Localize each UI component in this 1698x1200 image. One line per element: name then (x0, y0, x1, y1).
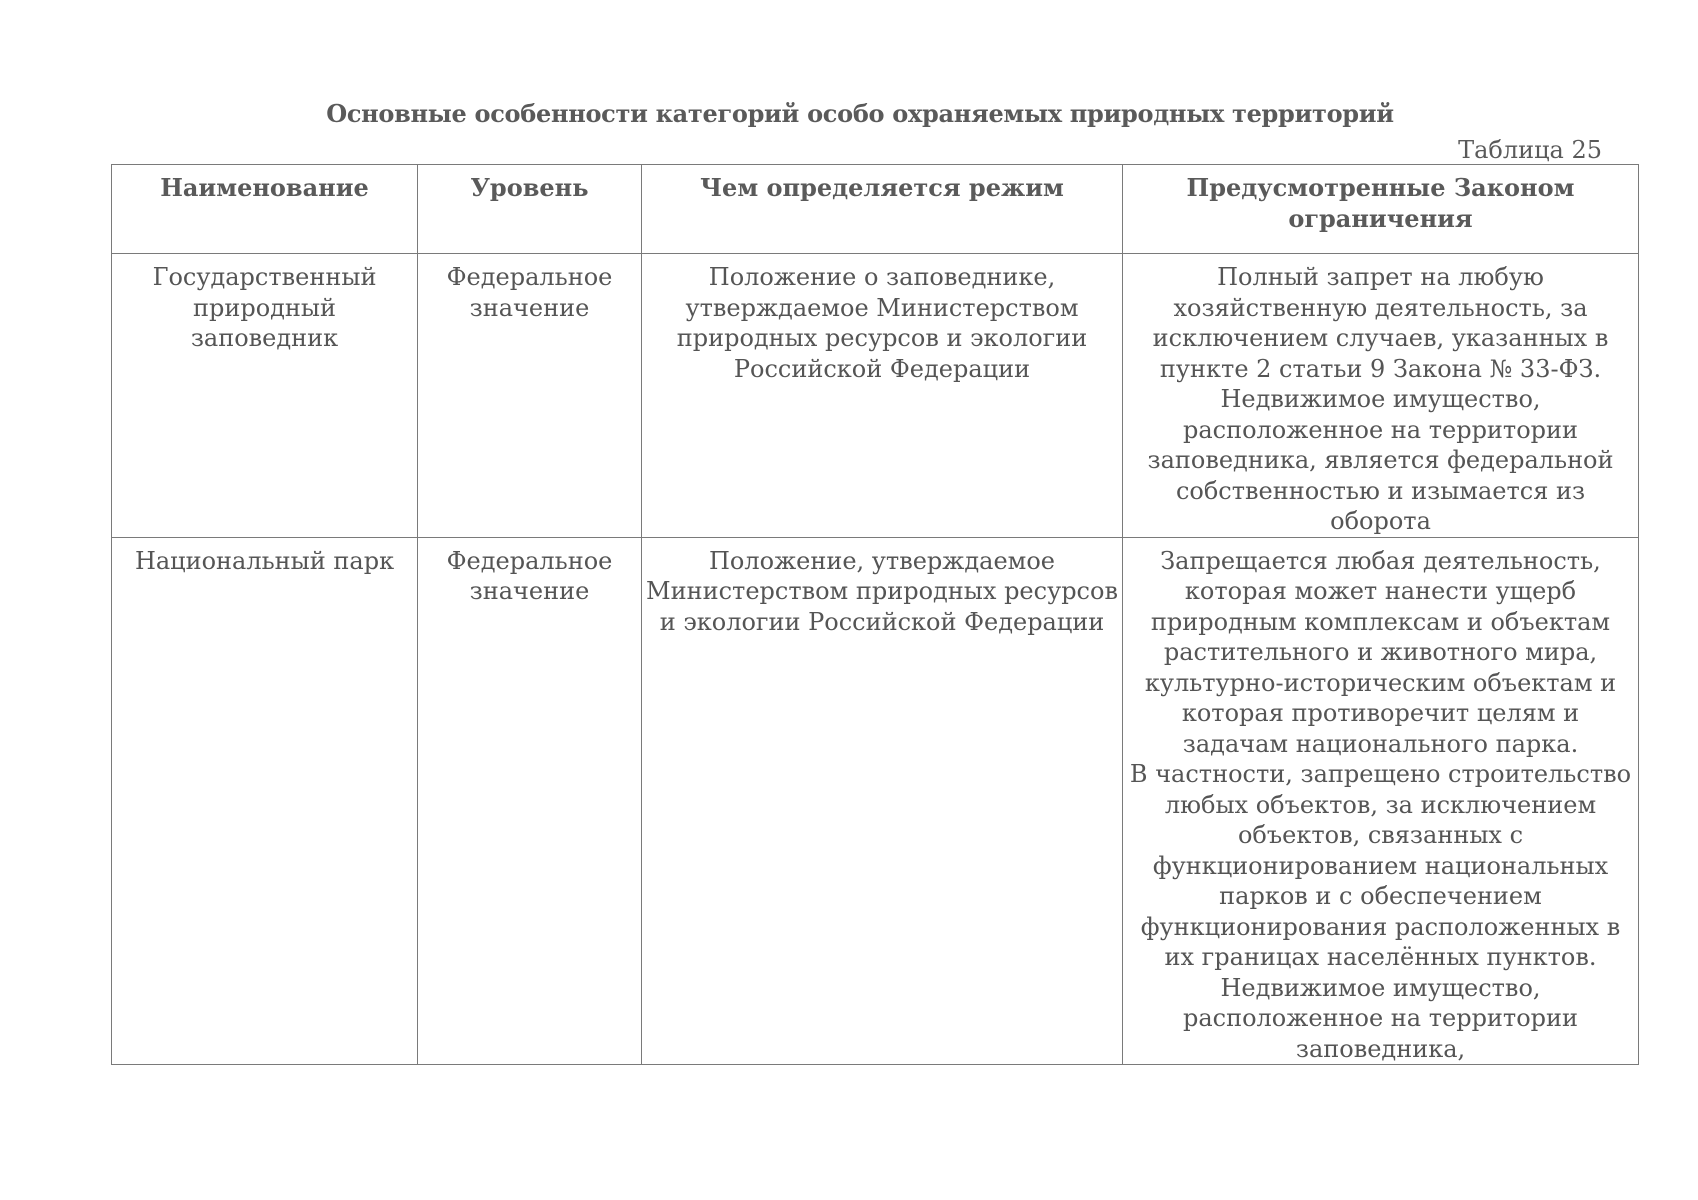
restriction-paragraph: Недвижимое имущество, расположенное на территории заповедника, является федеральной собственностью и изымается из оборота (1147, 385, 1614, 535)
cell-regime: Положение о заповеднике, утверждаемое Министерством природных ресурсов и экологии Российской Федерации (642, 254, 1123, 538)
table-row (112, 254, 1639, 538)
restriction-paragraph: В частности, запрещено строительство любых объектов, за исключением объектов, связанных с функционированием национальных парков и с обеспечением функционирования расположенных в их границах населённых пунктов. (1129, 760, 1632, 971)
restriction-paragraph: Недвижимое имущество, расположенное на территории заповедника, (1182, 973, 1579, 1063)
cell-restrictions (1123, 537, 1639, 1065)
cell-name: Государственный природный заповедник (112, 254, 418, 538)
page-title: Основные особенности категорий особо охраняемых природных территорий (326, 99, 1394, 128)
table-header-row (112, 165, 1639, 254)
cell-name: Национальный парк (112, 537, 418, 1065)
cell-regime: Положение, утверждаемое Министерством природных ресурсов и экологии Российской Федерации (642, 537, 1123, 1065)
cell-level: Федеральное значение (418, 537, 642, 1065)
header-name: Наименование (112, 165, 418, 254)
restriction-paragraph: Запрещается любая деятельность, которая может нанести ущерб природным комплексам и объектам растительного и животного мира, культурно-историческим объектам и которая противоречит целям и задачам национального парка. (1144, 546, 1617, 758)
protected-areas-table-wrapper (111, 164, 1639, 1065)
table-row (112, 537, 1639, 1065)
table-number-label: Таблица 25 (1458, 136, 1602, 164)
protected-areas-table (111, 164, 1639, 1065)
header-level: Уровень (418, 165, 642, 254)
cell-restrictions (1123, 254, 1639, 538)
restriction-paragraph: Полный запрет на любую хозяйственную деятельность, за исключением случаев, указанных в пункте 2 статьи 9 Закона № 33-ФЗ. (1152, 263, 1609, 383)
cell-level: Федеральное значение (418, 254, 642, 538)
header-regime: Чем определяется режим (642, 165, 1123, 254)
header-restrictions: Предусмотренные Законом ограничения (1123, 165, 1639, 254)
